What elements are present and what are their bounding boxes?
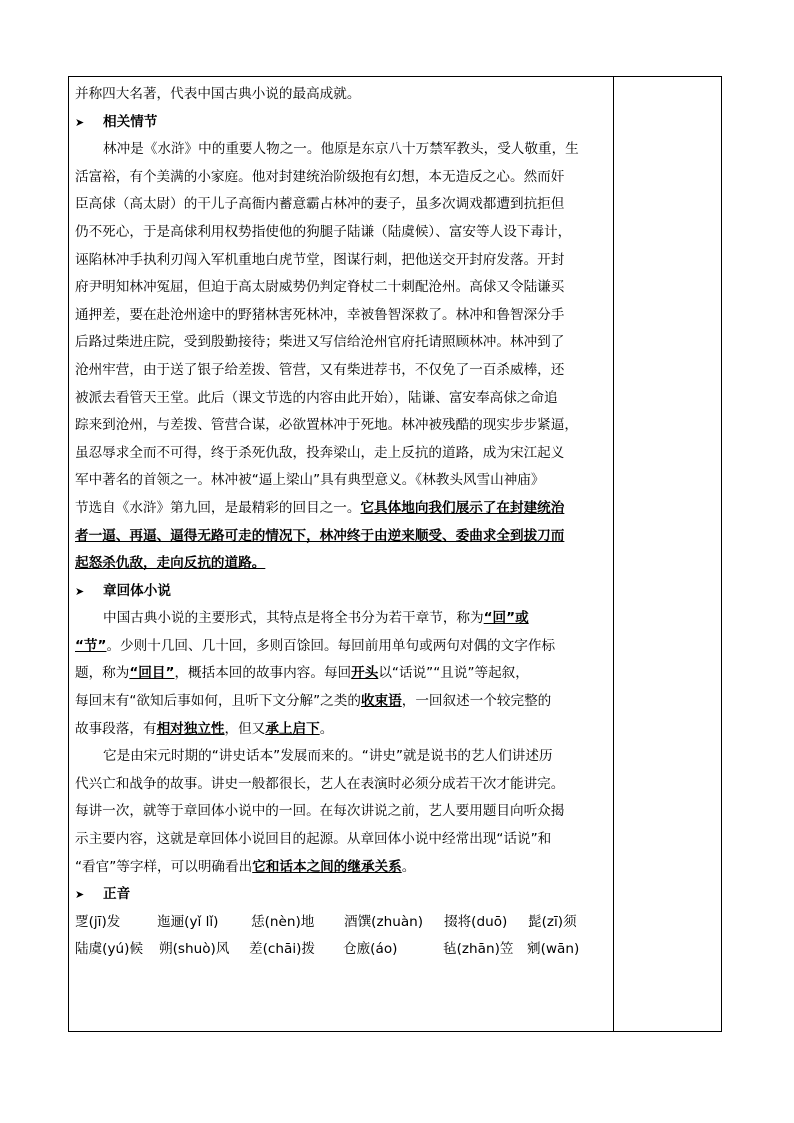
chapter-line: 故事段落，有相对独立性，但又承上启下。: [75, 720, 334, 737]
plot-line: [75, 550, 609, 578]
plot-line: 诬陷林冲手执利刃闯入军机重地白虎节堂，图谋行刺，把他送交开封府发落。开封: [75, 251, 565, 268]
key-point-text: 者一逼、再逼、逼得无路可走的情况下，林冲终于由逆来顺受、委曲求全到拔刀而: [75, 527, 565, 544]
plot-line: 活富裕，有个美满的小家庭。他对封建统治阶级抱有幻想，本无造反之心。然而奸: [75, 168, 565, 185]
bullet-arrow-icon: ➤: [75, 584, 85, 598]
chapter-line: 示主要内容，这就是章回体小说回目的起源。从章回体小说中经常出现“话说”和: [75, 831, 552, 848]
chapter-line: 每讲一次，就等于章回体小说中的一回。在每次讲说之前，艺人要用题目向听众揭: [75, 803, 565, 820]
plot-line: 臣高俅（高太尉）的干儿子高衙内蓄意霸占林冲的妻子，虽多次调戏都遭到抗拒但: [75, 196, 565, 213]
key-point-text: 它具体地向我们展示了在封建统治: [360, 499, 565, 516]
plot-line: 府尹明知林冲冤屈，但迫于高太尉威势仍判定脊杖二十刺配沧州。高俅又令陆谦买: [75, 279, 565, 296]
chapter-line: “看官”等字样，可以明确看出它和话本之间的继承关系。: [75, 858, 416, 875]
pronunciation-item: 毡(zhān)笠: [443, 941, 514, 958]
plot-line: 林冲是《水浒》中的重要人物之一。他原是东京八十万禁军教头，受人敬重，生: [103, 141, 579, 158]
section-heading-related-plot: ➤ 相关情节: [75, 109, 609, 137]
plot-line: 军中著名的首领之一。林冲被“逼上梁山”具有典型意义。《林教头风雪山神庙》: [75, 472, 545, 489]
plot-line: 后路过柴进庄院，受到殷勤接待；柴进又写信给沧州官府托请照顾林冲。林冲到了: [75, 334, 565, 351]
pronunciation-item: 髭(zī)须: [528, 913, 577, 930]
main-content: [75, 81, 609, 964]
chapter-line: 题，称为“回目”，概括本回的故事内容。每回开头以“话说”“且说”等起叙，: [75, 665, 529, 682]
section-heading-pronunciation: ➤ 正音: [75, 881, 609, 909]
plot-line: 沧州牢营，由于送了银子给差拨、管营，又有柴进荐书，不仅免了一百杀威棒，还: [75, 361, 565, 378]
bullet-arrow-icon: ➤: [75, 888, 85, 902]
chapter-line: 每回末有“欲知后事如何，且听下文分解”之类的收束语，一回叙述一个较完整的: [75, 693, 552, 710]
pronunciation-item: 陆虞(yú)候: [75, 941, 144, 958]
pronunciation-row: [75, 936, 609, 964]
plot-line: 仍不死心，于是高俅利用权势指使他的狗腿子陆谦（陆虞候）、富安等人设下毒计，: [75, 223, 572, 240]
pronunciation-item: 剜(wān): [527, 941, 580, 958]
pronunciation-item: 仓廒(áo): [343, 941, 398, 958]
column-divider: [613, 76, 614, 1032]
pronunciation-item: 酒馔(zhuàn): [344, 913, 424, 930]
pronunciation-row: [75, 909, 609, 937]
intro-line: 并称四大名著，代表中国古典小说的最高成就。: [75, 86, 361, 102]
plot-line: 虽忍辱求全而不可得，终于杀死仇敌，投奔梁山，走上反抗的道路，成为宋江起义: [75, 444, 565, 461]
pronunciation-item: 覂(jī)发: [75, 913, 121, 930]
bullet-arrow-icon: ➤: [75, 115, 85, 129]
pronunciation-item: 掇将(duō): [444, 913, 508, 930]
chapter-line: 它是由宋元时期的“讲史话本”发展而来的。“讲史”就是说书的艺人们讲述历: [103, 748, 553, 765]
chapter-line: “节”。少则十几回、几十回，多则百馀回。每回前用单句或两句对偶的文字作标: [75, 637, 556, 654]
pronunciation-item: 迤逦(yǐ lǐ): [157, 913, 219, 930]
pronunciation-item: 恁(nèn)地: [251, 913, 315, 930]
plot-line: 被派去看管天王堂。此后（课文节选的内容由此开始），陆谦、富安奉高俅之命追: [75, 389, 558, 406]
key-point-text: 起怒杀仇敌，走向反抗的道路。: [75, 555, 266, 572]
plot-line: 节选自《水浒》第九回，是最精彩的回目之一。它具体地向我们展示了在封建统治: [75, 499, 565, 516]
pronunciation-item: 朔(shuò)风: [159, 941, 230, 958]
chapter-line: 中国古典小说的主要形式，其特点是将全书分为若干章节，称为“回”或: [103, 610, 529, 627]
plot-line: 通押差，要在赴沧州途中的野猪林害死林冲，幸被鲁智深救了。林冲和鲁智深分手: [75, 306, 565, 323]
section-heading-chapter-novel: ➤ 章回体小说: [75, 578, 609, 606]
pronunciation-item: 差(chāi)拨: [249, 941, 315, 958]
chapter-line: 代兴亡和战争的故事。讲史一般都很长，艺人在表演时必须分成若干次才能讲完。: [75, 775, 565, 792]
plot-line: 踪来到沧州，与差拨、管营合谋，必欲置林冲于死地。林冲被残酷的现实步步紧逼，: [75, 417, 578, 434]
